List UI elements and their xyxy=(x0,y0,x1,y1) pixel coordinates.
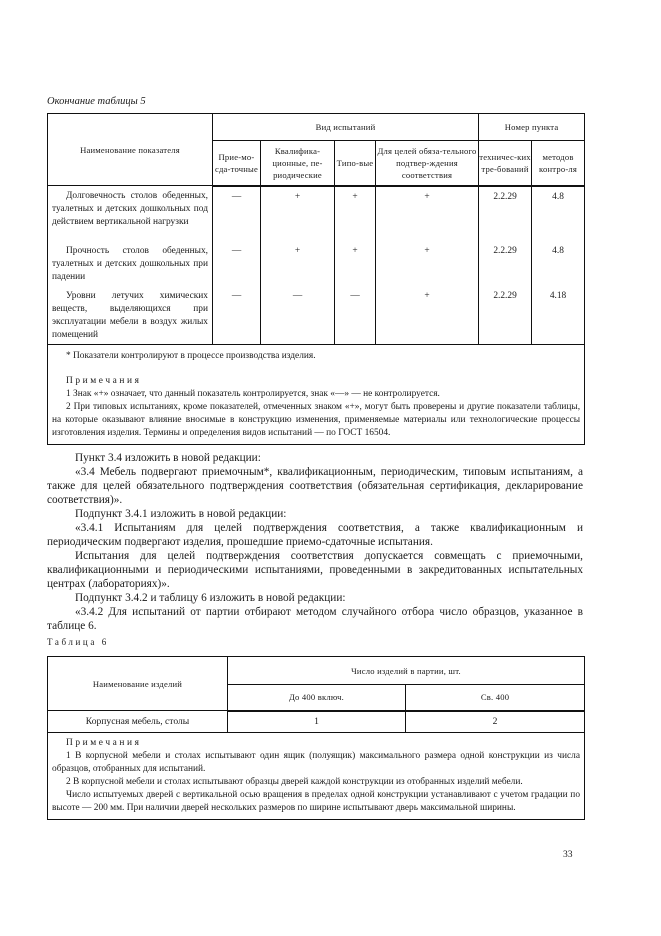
cell-qualification: + xyxy=(261,241,335,286)
table-6 xyxy=(47,656,585,820)
body-text xyxy=(47,451,583,633)
cell-over-400: 2 xyxy=(406,711,585,733)
paragraph: Подпункт 3.4.1 изложить в новой редакции: xyxy=(75,508,287,520)
header-control-methods: методов контро-ля xyxy=(532,141,585,186)
row-name: Корпусная мебель, столы xyxy=(48,711,228,733)
paragraph: Подпункт 3.4.2 и таблицу 6 изложить в новой редакции: xyxy=(75,592,346,604)
cell-acceptance: — xyxy=(213,286,261,345)
table6-note-2: 2 В корпусной мебели и столах испытывают образцы дверей каждой конструкции из отобранных изделий мебели. xyxy=(66,776,523,787)
header-qualification: Квалифика-ционные, пе-риодические xyxy=(261,141,335,186)
cell-qualification: + xyxy=(261,186,335,241)
page-number: 33 xyxy=(563,849,573,860)
cell-conformity: + xyxy=(376,286,479,345)
table6-caption: Таблица 6 xyxy=(47,637,109,647)
table5-note-1: 1 Знак «+» означает, что данный показатель контролируется, знак «—» — не контролируется. xyxy=(66,388,440,399)
header-test-type-group: Вид испытаний xyxy=(213,114,479,141)
cell-qualification: — xyxy=(261,286,335,345)
header-up-to-400: До 400 включ. xyxy=(228,685,406,711)
paragraph: «3.4.1 Испытаниям для целей подтверждения соответствия, а также квалификационным и периодическим подвергают изделия, прошедшие приемо-сдаточные испытания. xyxy=(47,522,583,548)
table6-note-1: 1 В корпусной мебели и столах испытывают один ящик (полуящик) максимального размера одной конструкции из числа образцов, отобранных для испытаний. xyxy=(52,750,581,774)
table-row xyxy=(48,241,585,286)
row-name: Уровни летучих химических веществ, выделяющихся при эксплуатации мебели в воздух жилых помещений xyxy=(48,286,213,345)
paragraph: Пункт 3.4 изложить в новой редакции: xyxy=(75,452,261,464)
header-over-400: Св. 400 xyxy=(406,685,585,711)
cell-tech-req: 2.2.29 xyxy=(479,286,532,345)
paragraph: «3.4 Мебель подвергают приемочным*, квалификационным, периодическим, типовым испытаниям, а также для целей обязательного подтверждения соответствия (обязательная сертификация, декларирование соответствия)». xyxy=(47,466,583,506)
header-acceptance: Прие-мо-сда-точные xyxy=(213,141,261,186)
header-batch-count-group: Число изделий в партии, шт. xyxy=(228,657,585,685)
table6-notes-title: Примечания xyxy=(66,737,142,748)
cell-control-methods: 4.8 xyxy=(532,186,585,241)
cell-type: + xyxy=(335,186,376,241)
cell-acceptance: — xyxy=(213,241,261,286)
table6-notes xyxy=(48,732,585,819)
table-row xyxy=(48,711,585,733)
paragraph: Испытания для целей подтверждения соответствия допускается совмещать с приемочными, квалификационными и периодическими испытаниями, проведенными в закредитованных испытательных центрах (лабораториях)». xyxy=(47,550,583,590)
cell-type: — xyxy=(335,286,376,345)
cell-control-methods: 4.8 xyxy=(532,241,585,286)
cell-type: + xyxy=(335,241,376,286)
table5-footnote: * Показатели контролируют в процессе производства изделия. xyxy=(66,350,316,361)
table-row xyxy=(48,186,585,241)
cell-acceptance: — xyxy=(213,186,261,241)
row-name: Прочность столов обеденных, туалетных и детских дошкольных при падении xyxy=(48,241,213,286)
table-5 xyxy=(47,113,585,445)
table5-caption: Окончание таблицы 5 xyxy=(47,96,146,107)
header-type: Типо-вые xyxy=(335,141,376,186)
table-row xyxy=(48,286,585,345)
cell-conformity: + xyxy=(376,186,479,241)
table5-notes-title: Примечания xyxy=(66,375,142,386)
paragraph: «3.4.2 Для испытаний от партии отбирают методом случайного отбора число образцов, указанное в таблице 6. xyxy=(47,606,583,632)
row-name: Долговечность столов обеденных, туалетных и детских дошкольных под действием вертикальной нагрузки xyxy=(48,186,213,241)
cell-up-to-400: 1 xyxy=(228,711,406,733)
cell-control-methods: 4.18 xyxy=(532,286,585,345)
table5-notes xyxy=(48,344,585,444)
header-tech-requirements: техничес-ких тре-бований xyxy=(479,141,532,186)
header-clause-group: Номер пункта xyxy=(479,114,585,141)
cell-tech-req: 2.2.29 xyxy=(479,241,532,286)
cell-conformity: + xyxy=(376,241,479,286)
header-item-name: Наименование изделий xyxy=(48,657,228,711)
cell-tech-req: 2.2.29 xyxy=(479,186,532,241)
header-indicator-name: Наименование показателя xyxy=(48,114,213,186)
table5-note-2: 2 При типовых испытаниях, кроме показателей, отмеченных знаком «+», могут быть проверены и другие показатели таблицы, на которые оказывают влияние вносимые в конструкцию изменения, применяемые материалы или технологические процессы изготовления изделия. Термины и определения видов испытаний — по ГОСТ 16504. xyxy=(52,401,581,438)
table6-note-3: Число испытуемых дверей с вертикальной осью вращения в пределах одной конструкции устанавливают с учетом градации по высоте — 200 мм. При наличии дверей нескольких размеров по ширине испытывают дверь максимальной ширины. xyxy=(52,789,581,813)
header-conformity: Для целей обяза-тельного подтвер-ждения соответствия xyxy=(376,141,479,186)
